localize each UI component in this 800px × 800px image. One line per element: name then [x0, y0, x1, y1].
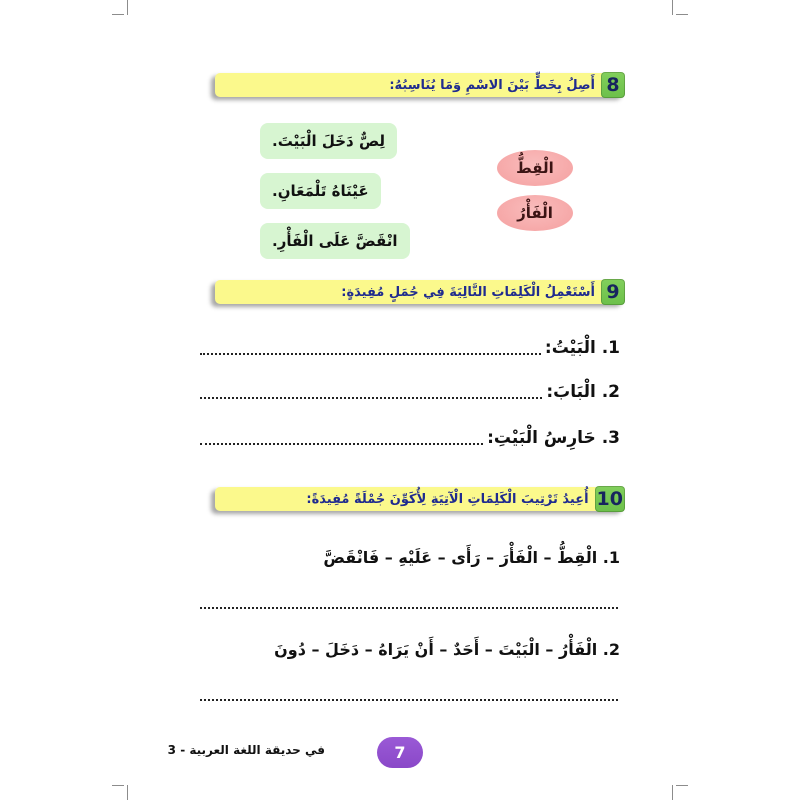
name-ellipse: الْفَأْرُ: [497, 195, 573, 231]
crop-mark-top-right: [676, 14, 688, 15]
dotted-answer-line: [200, 699, 618, 701]
crop-mark-bottom-left: [112, 785, 124, 786]
fill-in-row: [200, 425, 620, 451]
fill-in-row: [200, 335, 620, 361]
crop-mark-bottom-right: [676, 785, 688, 786]
exercise-header: [215, 73, 625, 97]
name-ellipse: الْقِطُّ: [497, 150, 573, 186]
sentence-list: [260, 123, 410, 259]
crop-mark-bottom-left: [127, 785, 128, 800]
exercise-instruction: أُعِيدُ تَرْتِيبَ الْكَلِمَاتِ الْآتِيَةِ لِأُكَوِّنَ جُمْلَةً مُفِيدَةً:: [306, 491, 589, 507]
name-list: [497, 150, 573, 231]
page-number-badge: 7: [377, 737, 423, 768]
crop-mark-top-left: [127, 0, 128, 15]
dotted-answer-line: [200, 443, 483, 445]
dotted-answer-line: [200, 397, 542, 399]
sentence-box: عَيْنَاهُ تَلْمَعَانِ.: [260, 173, 381, 209]
dotted-answer-line: [200, 607, 618, 609]
exercise-number-badge: 8: [601, 72, 625, 98]
crop-mark-top-right: [672, 0, 673, 15]
fill-in-word: 2. الْبَابَ:: [546, 382, 620, 402]
fill-in-word: 3. حَارِسُ الْبَيْتِ:: [487, 428, 620, 448]
sentence-box: لِصٌّ دَخَلَ الْبَيْتَ.: [260, 123, 397, 159]
dotted-answer-line: [200, 353, 541, 355]
fill-in-row: [200, 379, 620, 405]
exercise-instruction: أَصِلُ بِخَطٍّ بَيْنَ الاسْمِ وَمَا يُنَاسِبُهُ:: [389, 77, 595, 93]
crop-mark-bottom-right: [672, 785, 673, 800]
exercise-header: [215, 280, 625, 304]
exercise-header: [215, 487, 625, 511]
sentence-box: انْقَضَّ عَلَى الْفَأْرِ.: [260, 223, 410, 259]
scrambled-words: 1. الْقِطُّ – الْفَأْرَ – رَأَى – عَلَيْهِ – فَانْقَضَّ: [323, 548, 620, 567]
exercise-instruction: أَسْتَعْمِلُ الْكَلِمَاتِ التَّالِيَةَ فِي جُمَلٍ مُفِيدَةٍ:: [341, 284, 595, 300]
scrambled-words: 2. الْفَأْرُ – الْبَيْتَ – أَحَدٌ – أَنْ يَرَاهُ – دَخَلَ – دُونَ: [274, 640, 620, 659]
book-title: في حديقة اللغة العربية - 3: [167, 743, 325, 757]
fill-in-word: 1. الْبَيْتُ:: [544, 338, 620, 358]
exercise-number-badge: 9: [601, 279, 625, 305]
exercise-number-badge: 10: [596, 488, 623, 510]
crop-mark-top-left: [112, 14, 124, 15]
